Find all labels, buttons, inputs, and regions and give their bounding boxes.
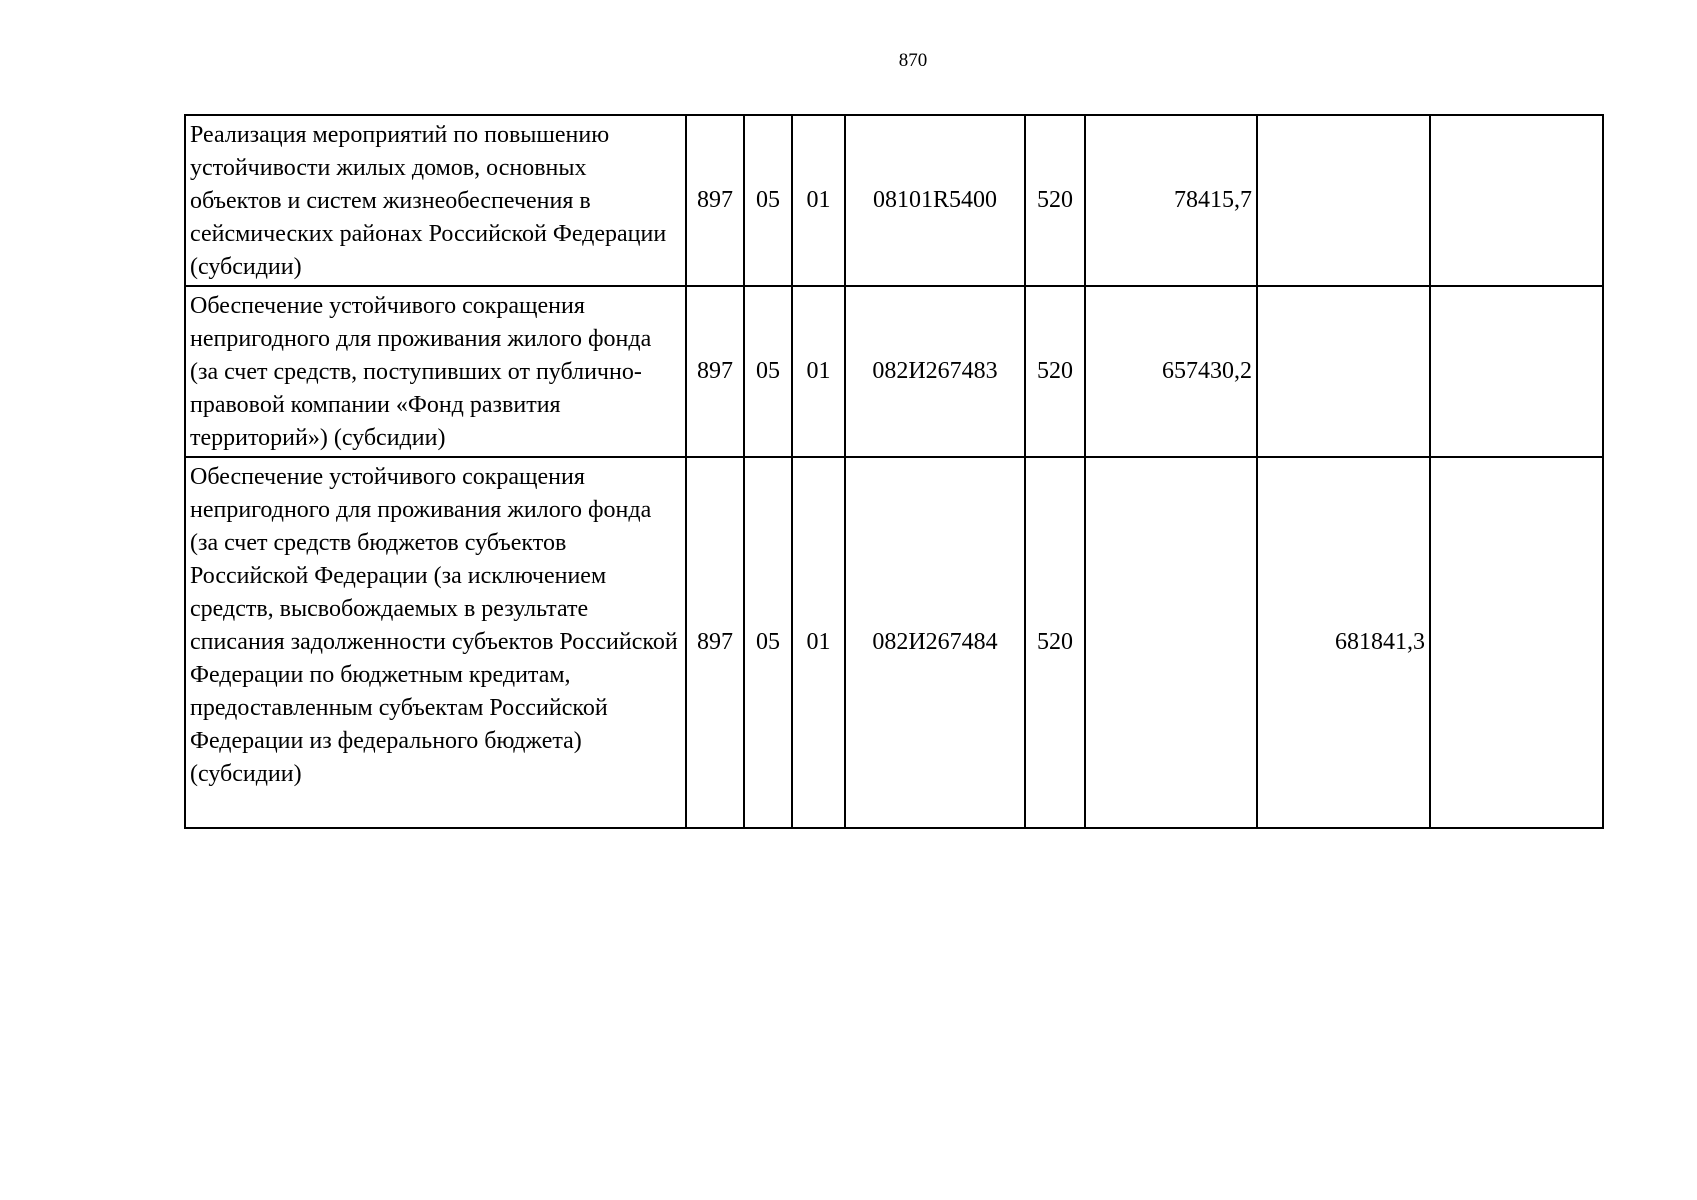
expense-type-cell: 520: [1025, 286, 1085, 457]
ministry-cell: 897: [686, 286, 744, 457]
subsection-cell: 01: [792, 457, 845, 828]
table-row: [185, 286, 1603, 457]
target-article-cell: 08101R5400: [845, 115, 1025, 286]
section-cell: 05: [744, 286, 792, 457]
budget-table: [184, 114, 1604, 829]
table-row: [185, 457, 1603, 828]
amount-1-cell: 78415,7: [1085, 115, 1257, 286]
section-cell: 05: [744, 115, 792, 286]
table-row: [185, 115, 1603, 286]
amount-3-cell: [1430, 115, 1603, 286]
row-name-cell: [185, 457, 686, 828]
row-name-cell: [185, 115, 686, 286]
page-number: 870: [898, 50, 928, 71]
expense-type-cell: 520: [1025, 457, 1085, 828]
subsection-cell: 01: [792, 286, 845, 457]
row-name: Обеспечение устойчивого сокращения непригодного для проживания жилого фонда (за счет средств, поступивших от публично-правовой компании «Фонд развития территорий») (субсидии): [190, 293, 652, 451]
row-name: Реализация мероприятий по повышению устойчивости жилых домов, основных объектов и систем жизнеобеспечения в сейсмических районах Российской Федерации (субсидии): [190, 122, 667, 280]
target-article-cell: 082И267483: [845, 286, 1025, 457]
amount-2-cell: [1257, 115, 1430, 286]
ministry-cell: 897: [686, 457, 744, 828]
amount-1-cell: 657430,2: [1085, 286, 1257, 457]
amount-2-cell: 681841,3: [1257, 457, 1430, 828]
amount-3-cell: [1430, 457, 1603, 828]
section-cell: 05: [744, 457, 792, 828]
expense-type-cell: 520: [1025, 115, 1085, 286]
subsection-cell: 01: [792, 115, 845, 286]
row-name-cell: [185, 286, 686, 457]
amount-3-cell: [1430, 286, 1603, 457]
row-name: Обеспечение устойчивого сокращения непригодного для проживания жилого фонда (за счет средств бюджетов субъектов Российской Федерации (за исключением средств, высвобождаемых в результате списания задолженности субъектов Российской Федерации по бюджетным кредитам, предоставленным субъектам Российской Федерации из федерального бюджета) (субсидии): [190, 464, 678, 787]
target-article-cell: 082И267484: [845, 457, 1025, 828]
amount-1-cell: [1085, 457, 1257, 828]
amount-2-cell: [1257, 286, 1430, 457]
ministry-cell: 897: [686, 115, 744, 286]
